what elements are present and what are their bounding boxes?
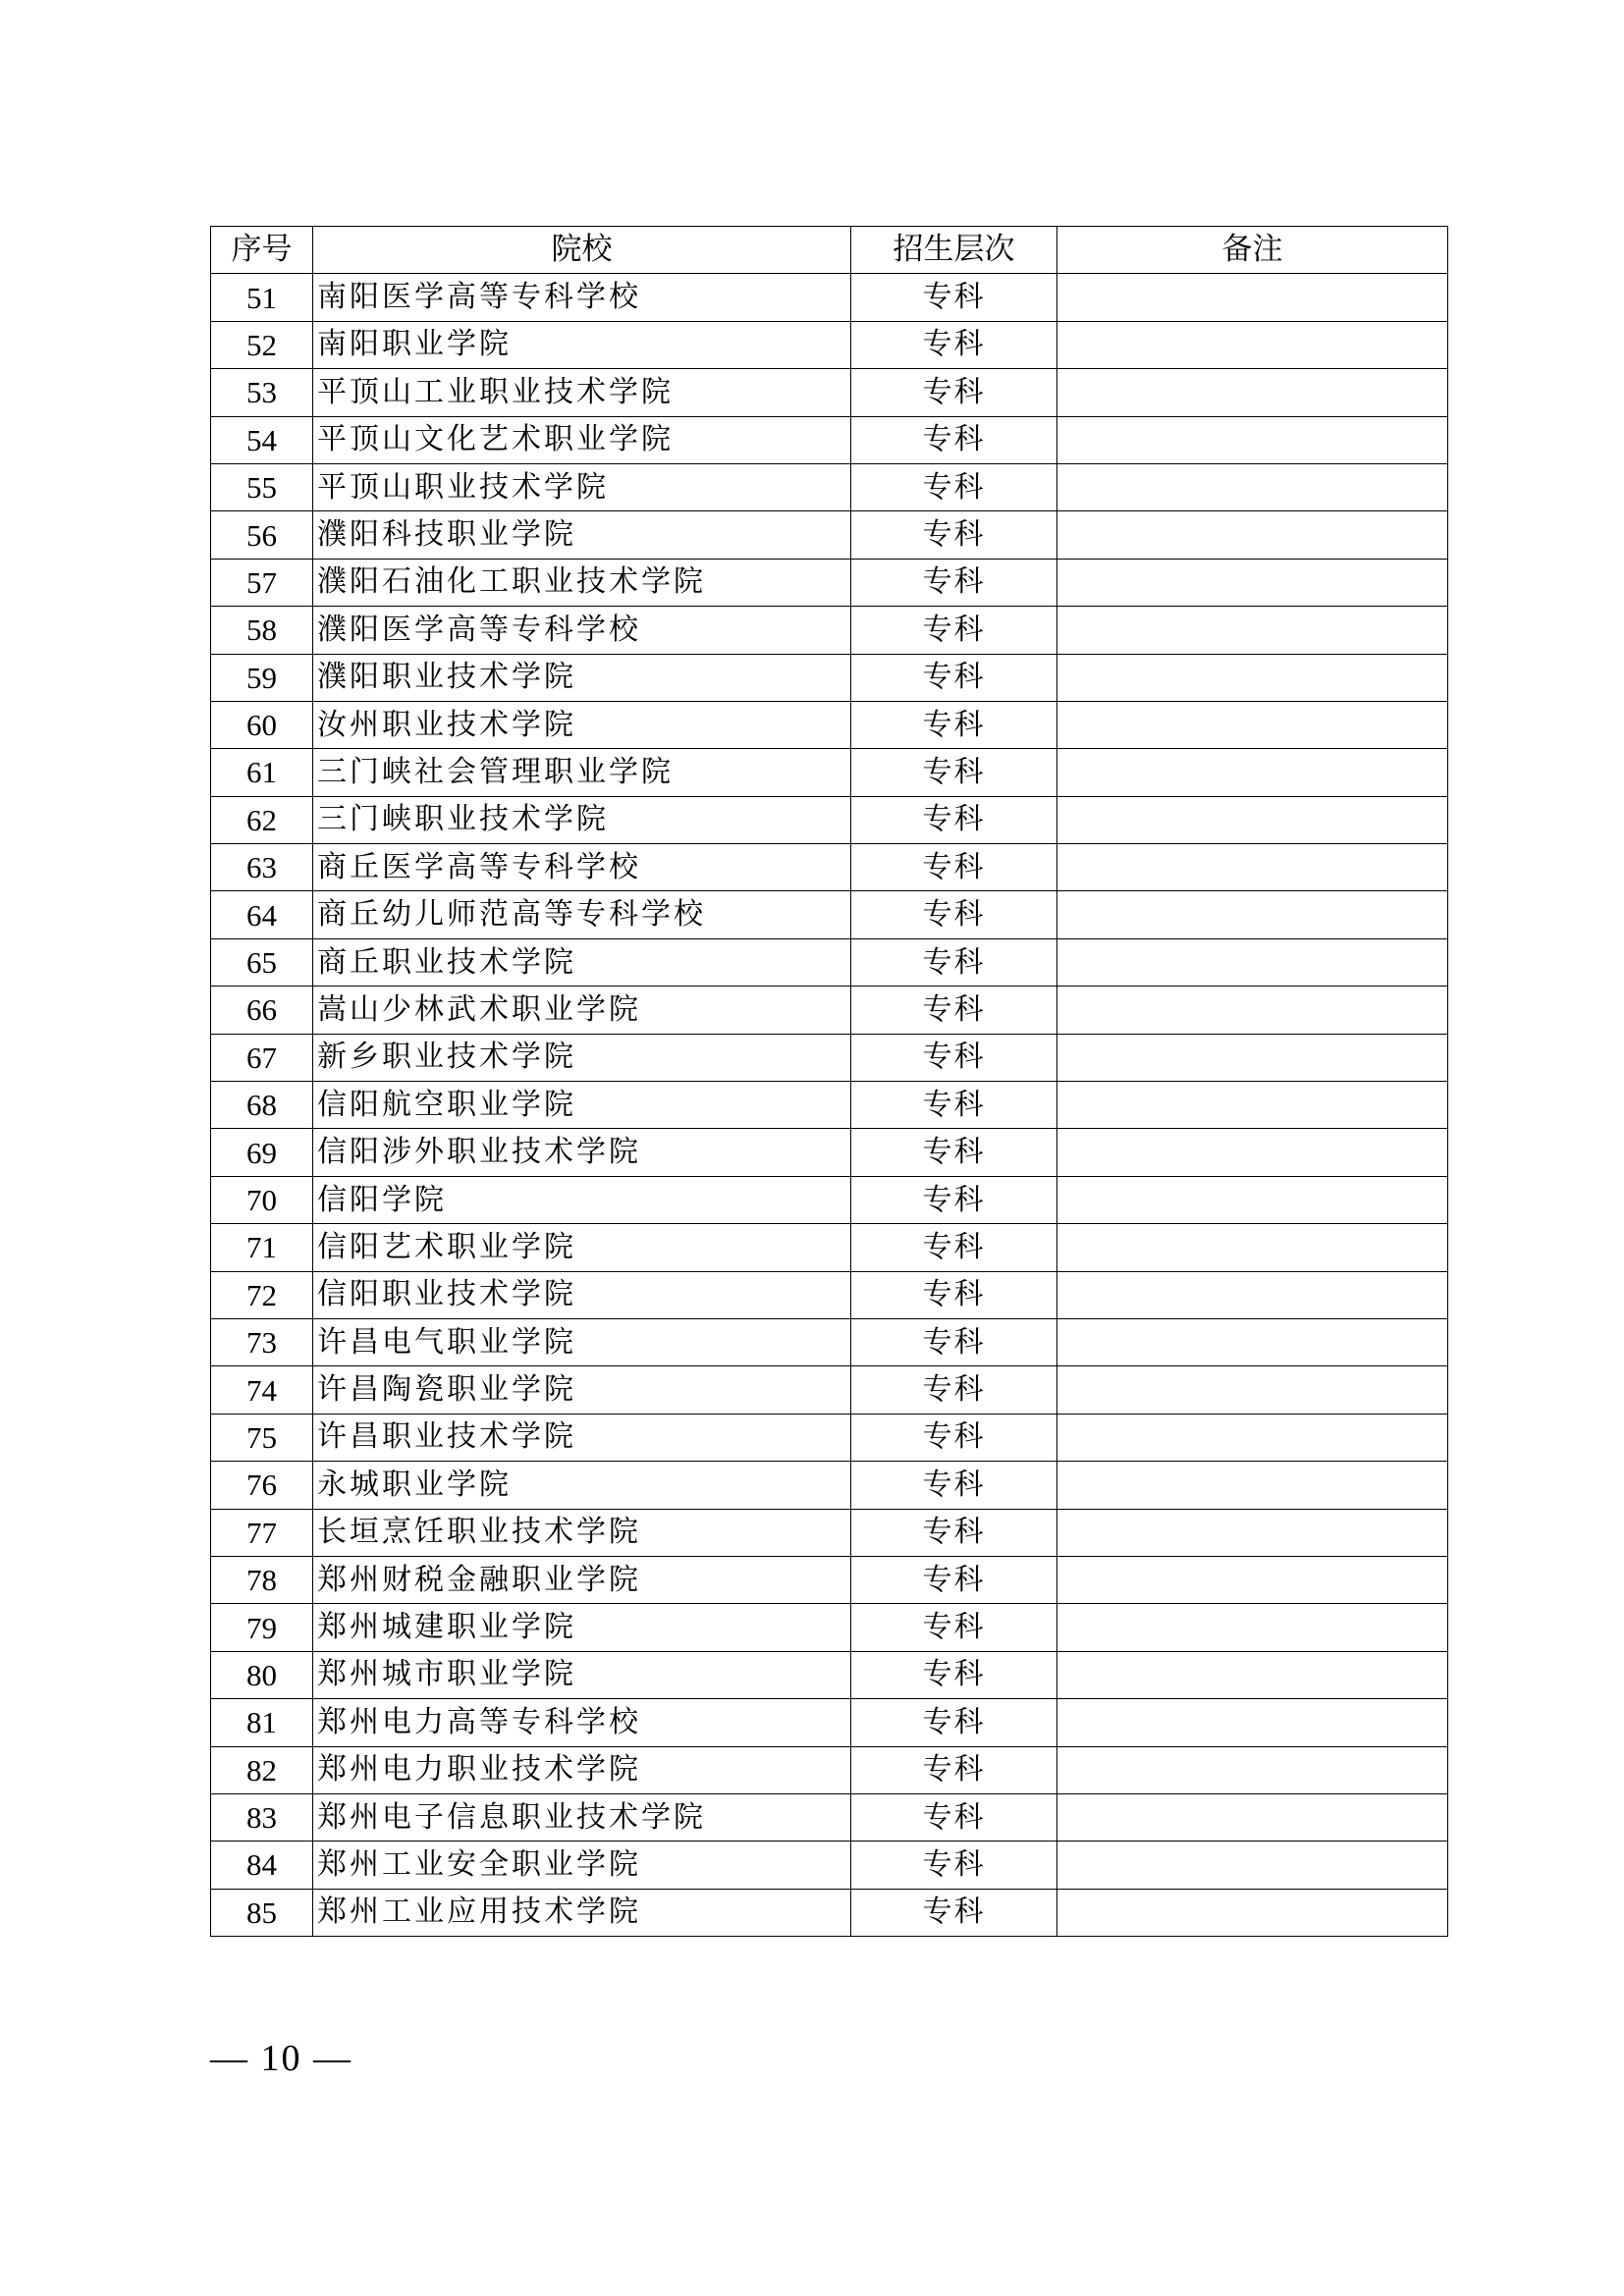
cell-school-name: 郑州城建职业学院 — [313, 1604, 851, 1651]
cell-school-name: 平顶山职业技术学院 — [313, 463, 851, 510]
cell-remarks — [1057, 701, 1448, 748]
cell-enrollment-level: 专科 — [851, 749, 1057, 796]
cell-serial-number: 62 — [211, 796, 313, 843]
cell-enrollment-level: 专科 — [851, 559, 1057, 606]
table-row — [211, 416, 1448, 463]
table-row — [211, 463, 1448, 510]
cell-serial-number: 53 — [211, 369, 313, 416]
cell-remarks — [1057, 1842, 1448, 1889]
school-list-table — [210, 226, 1448, 1937]
table-row — [211, 321, 1448, 368]
table-row — [211, 1793, 1448, 1841]
cell-serial-number: 58 — [211, 607, 313, 654]
table-row — [211, 654, 1448, 701]
cell-serial-number: 61 — [211, 749, 313, 796]
cell-serial-number: 72 — [211, 1271, 313, 1318]
table-row — [211, 1224, 1448, 1271]
cell-enrollment-level: 专科 — [851, 1842, 1057, 1889]
cell-school-name: 郑州电力职业技术学院 — [313, 1746, 851, 1793]
cell-enrollment-level: 专科 — [851, 1889, 1057, 1936]
cell-school-name: 濮阳职业技术学院 — [313, 654, 851, 701]
cell-school-name: 商丘职业技术学院 — [313, 938, 851, 986]
cell-school-name: 信阳职业技术学院 — [313, 1271, 851, 1318]
cell-remarks — [1057, 1414, 1448, 1461]
cell-serial-number: 57 — [211, 559, 313, 606]
table-header-row — [211, 227, 1448, 274]
cell-remarks — [1057, 1793, 1448, 1841]
cell-school-name: 许昌职业技术学院 — [313, 1414, 851, 1461]
table-row — [211, 607, 1448, 654]
cell-serial-number: 55 — [211, 463, 313, 510]
cell-enrollment-level: 专科 — [851, 369, 1057, 416]
cell-serial-number: 64 — [211, 891, 313, 938]
cell-serial-number: 70 — [211, 1176, 313, 1223]
table-row — [211, 1699, 1448, 1746]
table-row — [211, 701, 1448, 748]
cell-remarks — [1057, 1651, 1448, 1698]
table-row — [211, 559, 1448, 606]
cell-school-name: 濮阳石油化工职业技术学院 — [313, 559, 851, 606]
cell-serial-number: 71 — [211, 1224, 313, 1271]
cell-enrollment-level: 专科 — [851, 1271, 1057, 1318]
cell-school-name: 信阳学院 — [313, 1176, 851, 1223]
table-row — [211, 1746, 1448, 1793]
cell-school-name: 嵩山少林武术职业学院 — [313, 987, 851, 1034]
cell-serial-number: 67 — [211, 1034, 313, 1081]
cell-serial-number: 75 — [211, 1414, 313, 1461]
header-enrollment-level: 招生层次 — [851, 227, 1057, 274]
table-row — [211, 1842, 1448, 1889]
cell-enrollment-level: 专科 — [851, 1414, 1057, 1461]
cell-serial-number: 63 — [211, 844, 313, 891]
table-row — [211, 938, 1448, 986]
cell-enrollment-level: 专科 — [851, 844, 1057, 891]
cell-enrollment-level: 专科 — [851, 1746, 1057, 1793]
cell-serial-number: 83 — [211, 1793, 313, 1841]
cell-remarks — [1057, 369, 1448, 416]
cell-serial-number: 54 — [211, 416, 313, 463]
cell-school-name: 郑州工业安全职业学院 — [313, 1842, 851, 1889]
cell-enrollment-level: 专科 — [851, 891, 1057, 938]
cell-remarks — [1057, 416, 1448, 463]
cell-serial-number: 60 — [211, 701, 313, 748]
cell-school-name: 新乡职业技术学院 — [313, 1034, 851, 1081]
cell-enrollment-level: 专科 — [851, 463, 1057, 510]
cell-remarks — [1057, 1176, 1448, 1223]
cell-serial-number: 78 — [211, 1556, 313, 1603]
cell-school-name: 三门峡职业技术学院 — [313, 796, 851, 843]
cell-serial-number: 77 — [211, 1509, 313, 1556]
cell-serial-number: 56 — [211, 511, 313, 559]
cell-remarks — [1057, 1271, 1448, 1318]
table-row — [211, 1366, 1448, 1414]
cell-remarks — [1057, 1746, 1448, 1793]
cell-remarks — [1057, 607, 1448, 654]
cell-enrollment-level: 专科 — [851, 1082, 1057, 1129]
table-row — [211, 987, 1448, 1034]
cell-remarks — [1057, 1082, 1448, 1129]
table-row — [211, 511, 1448, 559]
cell-school-name: 平顶山文化艺术职业学院 — [313, 416, 851, 463]
table-row — [211, 1318, 1448, 1365]
cell-serial-number: 51 — [211, 274, 313, 321]
cell-enrollment-level: 专科 — [851, 1034, 1057, 1081]
cell-school-name: 汝州职业技术学院 — [313, 701, 851, 748]
cell-remarks — [1057, 463, 1448, 510]
cell-remarks — [1057, 321, 1448, 368]
cell-serial-number: 68 — [211, 1082, 313, 1129]
cell-enrollment-level: 专科 — [851, 796, 1057, 843]
cell-enrollment-level: 专科 — [851, 987, 1057, 1034]
cell-school-name: 郑州电子信息职业技术学院 — [313, 1793, 851, 1841]
table-row — [211, 1271, 1448, 1318]
cell-school-name: 濮阳医学高等专科学校 — [313, 607, 851, 654]
cell-school-name: 商丘幼儿师范高等专科学校 — [313, 891, 851, 938]
header-school: 院校 — [313, 227, 851, 274]
cell-remarks — [1057, 1366, 1448, 1414]
cell-remarks — [1057, 654, 1448, 701]
table-row — [211, 1176, 1448, 1223]
cell-remarks — [1057, 1034, 1448, 1081]
cell-school-name: 长垣烹饪职业技术学院 — [313, 1509, 851, 1556]
cell-serial-number: 82 — [211, 1746, 313, 1793]
table-row — [211, 1889, 1448, 1936]
cell-remarks — [1057, 1556, 1448, 1603]
cell-school-name: 信阳航空职业学院 — [313, 1082, 851, 1129]
cell-remarks — [1057, 844, 1448, 891]
cell-school-name: 信阳涉外职业技术学院 — [313, 1129, 851, 1176]
cell-enrollment-level: 专科 — [851, 654, 1057, 701]
cell-serial-number: 85 — [211, 1889, 313, 1936]
cell-remarks — [1057, 511, 1448, 559]
cell-remarks — [1057, 1509, 1448, 1556]
cell-enrollment-level: 专科 — [851, 321, 1057, 368]
cell-enrollment-level: 专科 — [851, 1699, 1057, 1746]
cell-serial-number: 73 — [211, 1318, 313, 1365]
cell-school-name: 南阳医学高等专科学校 — [313, 274, 851, 321]
cell-remarks — [1057, 1129, 1448, 1176]
cell-remarks — [1057, 749, 1448, 796]
table-row — [211, 1509, 1448, 1556]
cell-enrollment-level: 专科 — [851, 701, 1057, 748]
table-row — [211, 369, 1448, 416]
cell-school-name: 南阳职业学院 — [313, 321, 851, 368]
cell-school-name: 郑州电力高等专科学校 — [313, 1699, 851, 1746]
cell-enrollment-level: 专科 — [851, 511, 1057, 559]
page-number: — 10 — — [210, 2038, 352, 2079]
cell-school-name: 三门峡社会管理职业学院 — [313, 749, 851, 796]
cell-enrollment-level: 专科 — [851, 416, 1057, 463]
table-row — [211, 749, 1448, 796]
cell-school-name: 平顶山工业职业技术学院 — [313, 369, 851, 416]
table-row — [211, 1129, 1448, 1176]
table-row — [211, 1604, 1448, 1651]
table-row — [211, 844, 1448, 891]
cell-serial-number: 79 — [211, 1604, 313, 1651]
cell-enrollment-level: 专科 — [851, 1462, 1057, 1509]
cell-serial-number: 74 — [211, 1366, 313, 1414]
cell-serial-number: 59 — [211, 654, 313, 701]
cell-school-name: 许昌陶瓷职业学院 — [313, 1366, 851, 1414]
cell-serial-number: 80 — [211, 1651, 313, 1698]
cell-enrollment-level: 专科 — [851, 1176, 1057, 1223]
cell-serial-number: 76 — [211, 1462, 313, 1509]
table-row — [211, 274, 1448, 321]
cell-school-name: 永城职业学院 — [313, 1462, 851, 1509]
cell-remarks — [1057, 987, 1448, 1034]
cell-remarks — [1057, 1699, 1448, 1746]
cell-enrollment-level: 专科 — [851, 1509, 1057, 1556]
cell-remarks — [1057, 891, 1448, 938]
cell-serial-number: 81 — [211, 1699, 313, 1746]
cell-serial-number: 66 — [211, 987, 313, 1034]
header-serial-number: 序号 — [211, 227, 313, 274]
cell-remarks — [1057, 1462, 1448, 1509]
table-row — [211, 1556, 1448, 1603]
cell-enrollment-level: 专科 — [851, 274, 1057, 321]
cell-school-name: 商丘医学高等专科学校 — [313, 844, 851, 891]
cell-enrollment-level: 专科 — [851, 1224, 1057, 1271]
table-row — [211, 1082, 1448, 1129]
cell-enrollment-level: 专科 — [851, 607, 1057, 654]
school-list-table-wrapper — [210, 226, 1447, 1937]
cell-remarks — [1057, 1604, 1448, 1651]
cell-school-name: 濮阳科技职业学院 — [313, 511, 851, 559]
table-row — [211, 796, 1448, 843]
table-row — [211, 891, 1448, 938]
cell-enrollment-level: 专科 — [851, 1604, 1057, 1651]
cell-remarks — [1057, 796, 1448, 843]
cell-serial-number: 65 — [211, 938, 313, 986]
table-body — [211, 274, 1448, 1937]
cell-enrollment-level: 专科 — [851, 1556, 1057, 1603]
cell-enrollment-level: 专科 — [851, 1318, 1057, 1365]
cell-serial-number: 84 — [211, 1842, 313, 1889]
cell-enrollment-level: 专科 — [851, 1366, 1057, 1414]
cell-remarks — [1057, 938, 1448, 986]
cell-enrollment-level: 专科 — [851, 1793, 1057, 1841]
cell-school-name: 郑州城市职业学院 — [313, 1651, 851, 1698]
cell-serial-number: 52 — [211, 321, 313, 368]
cell-remarks — [1057, 559, 1448, 606]
cell-remarks — [1057, 274, 1448, 321]
table-row — [211, 1651, 1448, 1698]
cell-school-name: 信阳艺术职业学院 — [313, 1224, 851, 1271]
cell-enrollment-level: 专科 — [851, 1129, 1057, 1176]
cell-enrollment-level: 专科 — [851, 938, 1057, 986]
cell-school-name: 郑州财税金融职业学院 — [313, 1556, 851, 1603]
cell-school-name: 许昌电气职业学院 — [313, 1318, 851, 1365]
table-row — [211, 1034, 1448, 1081]
cell-remarks — [1057, 1318, 1448, 1365]
cell-serial-number: 69 — [211, 1129, 313, 1176]
table-row — [211, 1462, 1448, 1509]
cell-remarks — [1057, 1224, 1448, 1271]
cell-remarks — [1057, 1889, 1448, 1936]
table-row — [211, 1414, 1448, 1461]
cell-enrollment-level: 专科 — [851, 1651, 1057, 1698]
header-remarks: 备注 — [1057, 227, 1448, 274]
cell-school-name: 郑州工业应用技术学院 — [313, 1889, 851, 1936]
